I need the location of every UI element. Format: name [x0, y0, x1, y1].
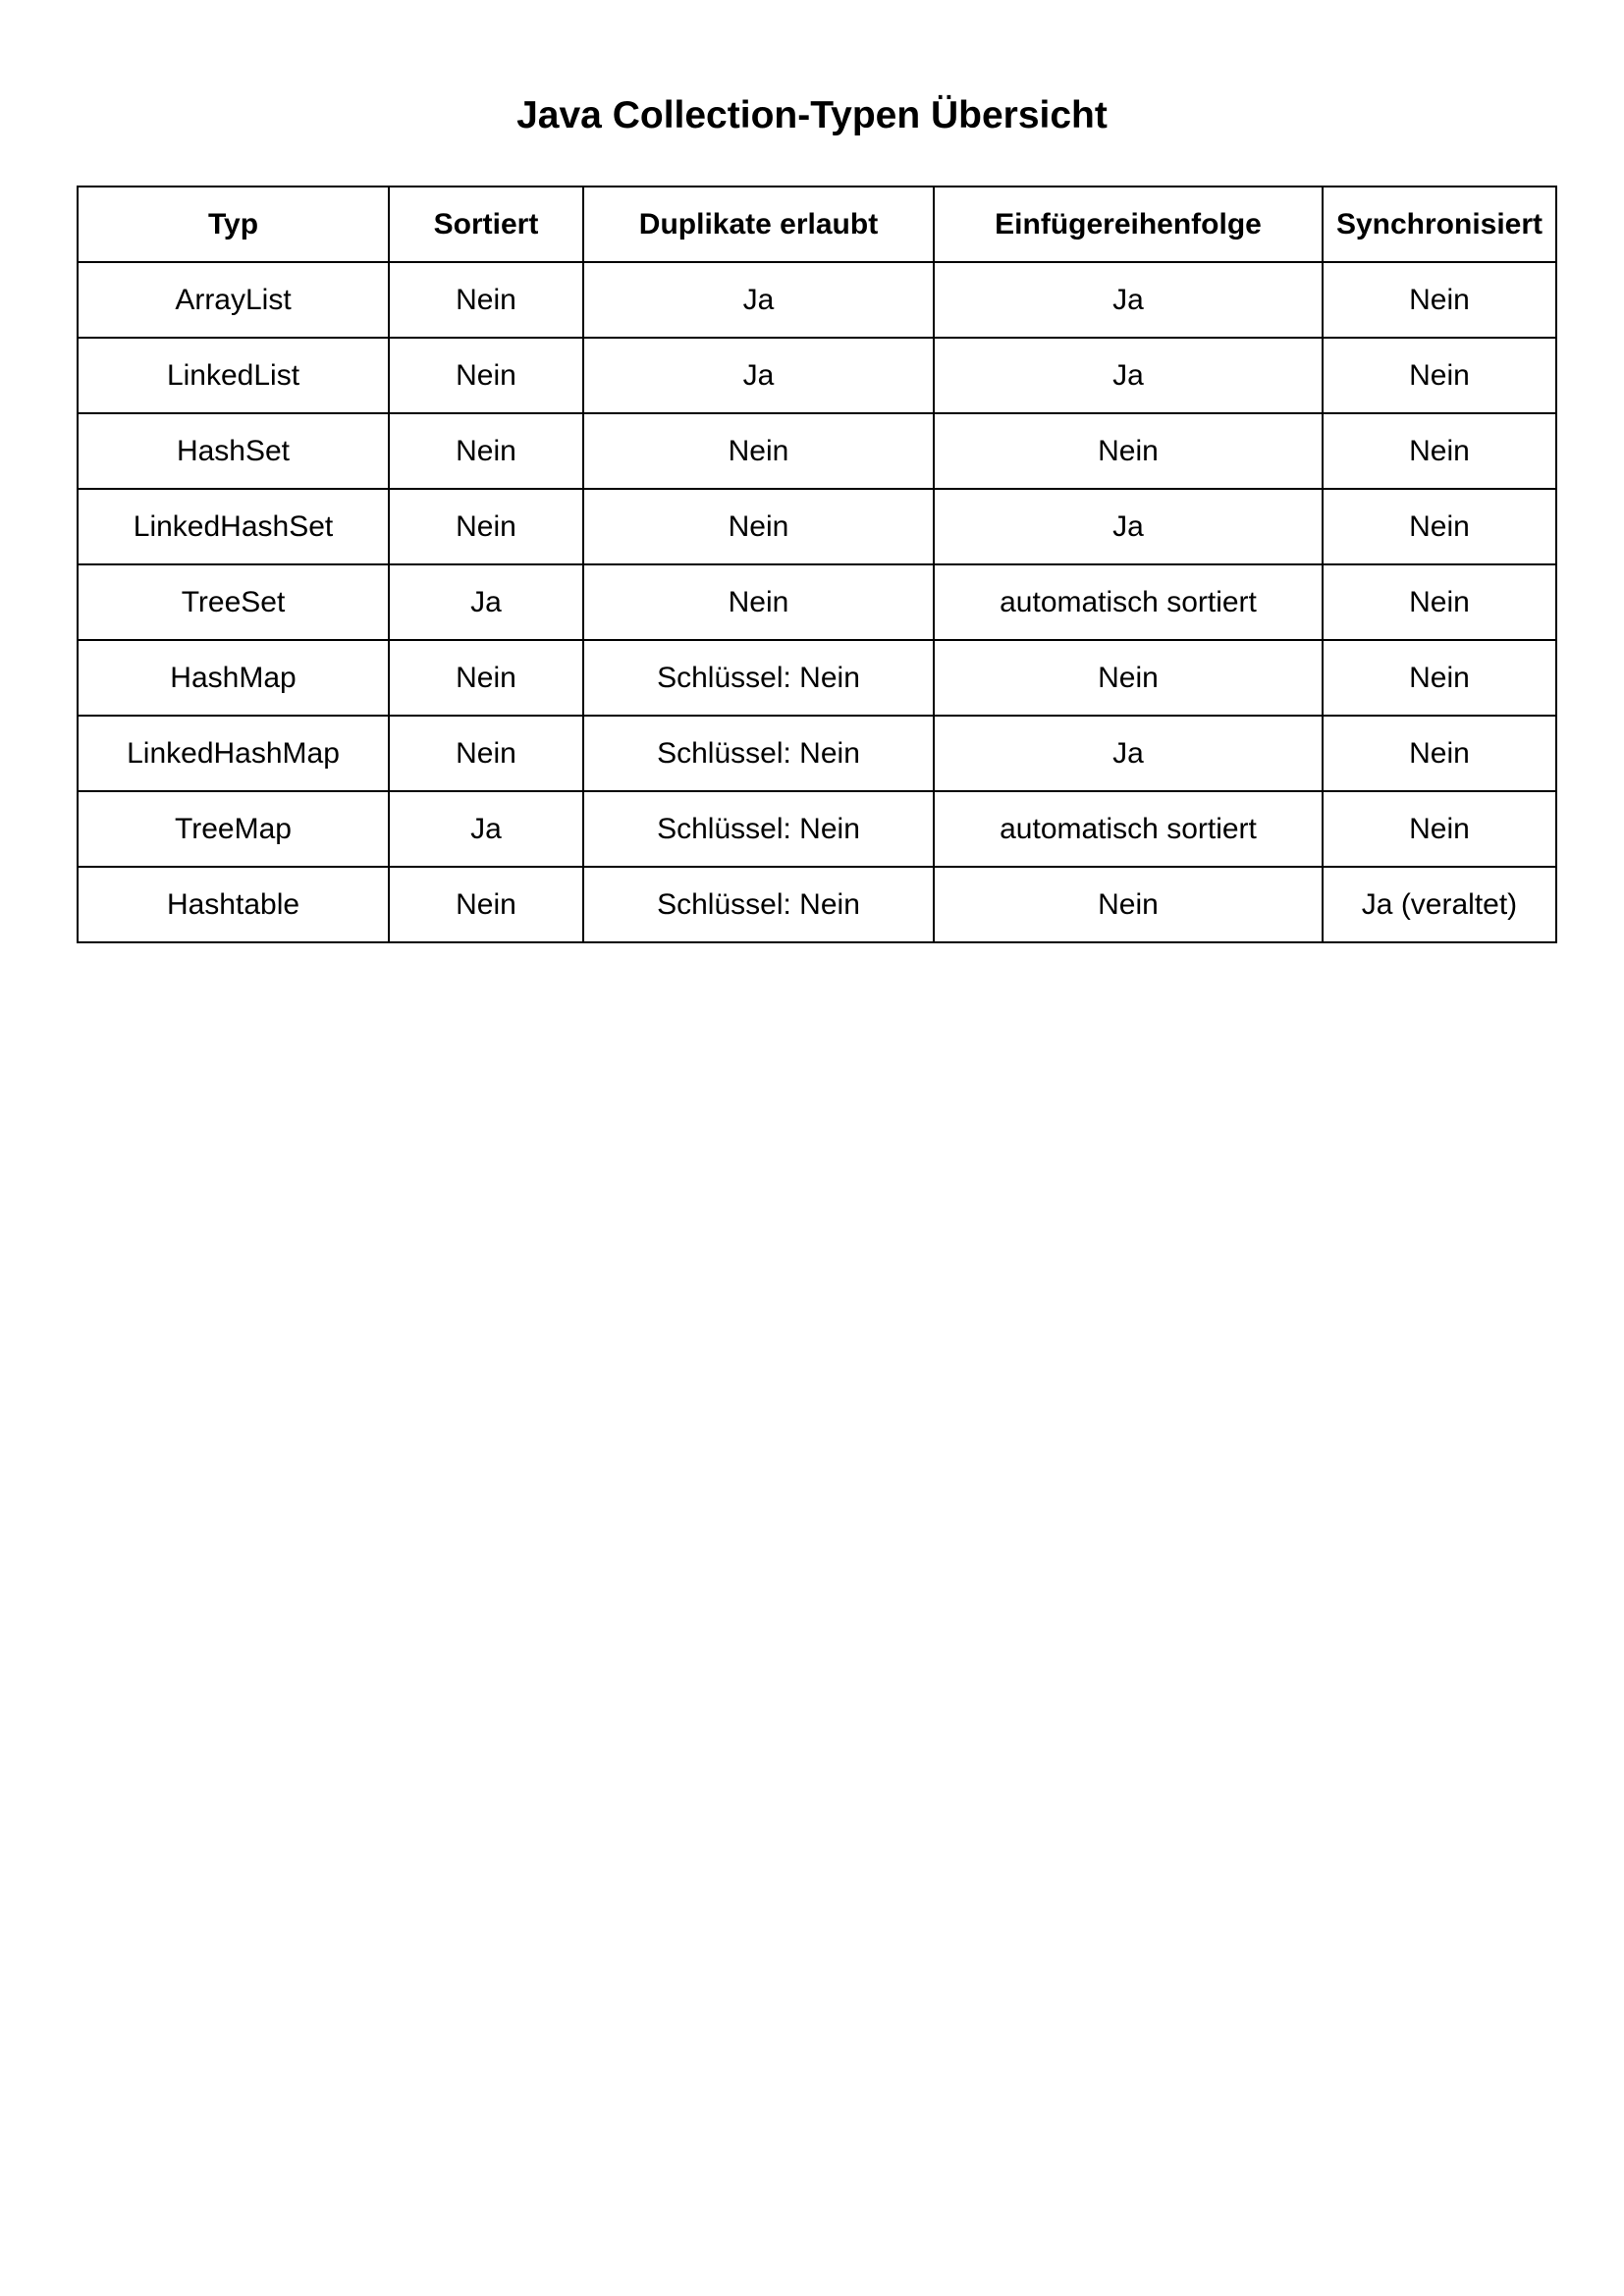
- table-cell: Ja: [934, 338, 1323, 413]
- table-cell: TreeMap: [78, 791, 389, 867]
- table-cell: Ja (veraltet): [1323, 867, 1556, 942]
- table-row: [78, 791, 1556, 867]
- table-cell: Nein: [1323, 716, 1556, 791]
- table-cell: Nein: [1323, 413, 1556, 489]
- table-header: [78, 187, 1556, 262]
- table-cell: LinkedHashSet: [78, 489, 389, 564]
- table-row: [78, 413, 1556, 489]
- table-cell: Ja: [934, 262, 1323, 338]
- table-row: [78, 716, 1556, 791]
- table-cell: Nein: [583, 564, 934, 640]
- header-cell-synchronisiert: Synchronisiert: [1323, 187, 1556, 262]
- page-title: Java Collection-Typen Übersicht: [516, 94, 1108, 136]
- table-cell: Nein: [1323, 262, 1556, 338]
- table-cell: automatisch sortiert: [934, 791, 1323, 867]
- table-cell: Ja: [389, 791, 583, 867]
- header-cell-sortiert: Sortiert: [389, 187, 583, 262]
- table-cell: LinkedList: [78, 338, 389, 413]
- table-cell: Nein: [389, 413, 583, 489]
- table-cell: ArrayList: [78, 262, 389, 338]
- table-cell: Nein: [934, 640, 1323, 716]
- table-cell: Nein: [1323, 489, 1556, 564]
- table-cell: HashMap: [78, 640, 389, 716]
- table-cell: Ja: [583, 262, 934, 338]
- table-cell: Schlüssel: Nein: [583, 791, 934, 867]
- table-cell: Schlüssel: Nein: [583, 716, 934, 791]
- header-cell-einfuegereihenfolge: Einfügereihenfolge: [934, 187, 1323, 262]
- table-cell: automatisch sortiert: [934, 564, 1323, 640]
- table-row: [78, 338, 1556, 413]
- table-cell: Nein: [583, 489, 934, 564]
- table-cell: Ja: [389, 564, 583, 640]
- table-row: [78, 489, 1556, 564]
- table-cell: Nein: [934, 867, 1323, 942]
- table-cell: Nein: [389, 640, 583, 716]
- table-cell: Nein: [1323, 640, 1556, 716]
- table-cell: Nein: [389, 489, 583, 564]
- table-cell: Nein: [934, 413, 1323, 489]
- table-cell: Nein: [1323, 564, 1556, 640]
- table-row: [78, 564, 1556, 640]
- table-cell: Nein: [1323, 338, 1556, 413]
- table-cell: Nein: [389, 262, 583, 338]
- table-cell: Ja: [583, 338, 934, 413]
- table-cell: Schlüssel: Nein: [583, 640, 934, 716]
- table-cell: Ja: [934, 716, 1323, 791]
- table-cell: Nein: [1323, 791, 1556, 867]
- table-cell: HashSet: [78, 413, 389, 489]
- table-body: [78, 262, 1556, 942]
- table-cell: Ja: [934, 489, 1323, 564]
- header-cell-duplikate: Duplikate erlaubt: [583, 187, 934, 262]
- table-cell: Nein: [389, 867, 583, 942]
- table-row: [78, 262, 1556, 338]
- header-row: [78, 187, 1556, 262]
- header-cell-typ: Typ: [78, 187, 389, 262]
- collection-overview-table: [77, 186, 1557, 943]
- table-row: [78, 867, 1556, 942]
- table-cell: Nein: [389, 716, 583, 791]
- table-cell: Hashtable: [78, 867, 389, 942]
- table-cell: Nein: [583, 413, 934, 489]
- table-row: [78, 640, 1556, 716]
- table-cell: Nein: [389, 338, 583, 413]
- table-cell: LinkedHashMap: [78, 716, 389, 791]
- table-cell: Schlüssel: Nein: [583, 867, 934, 942]
- table-cell: TreeSet: [78, 564, 389, 640]
